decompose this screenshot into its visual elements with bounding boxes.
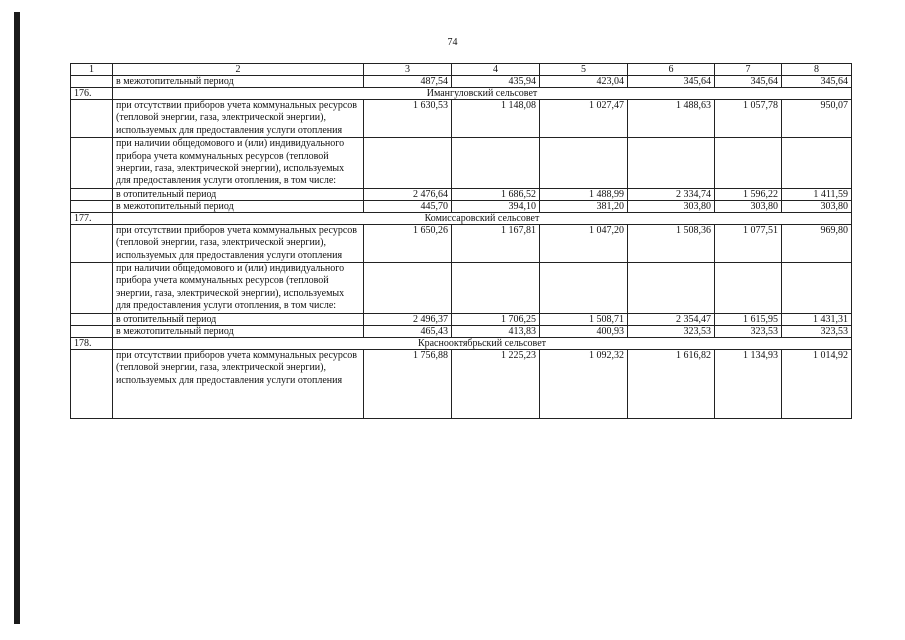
- section-row: [71, 212, 852, 224]
- section-title: Имангуловский сельсовет: [113, 88, 852, 100]
- value-cell: [628, 263, 715, 314]
- row-description: в межотопительный период: [113, 325, 364, 337]
- table-row: [71, 224, 852, 262]
- value-cell: 1 077,51: [715, 224, 782, 262]
- section-number: 178.: [71, 337, 113, 349]
- row-number-cell: [71, 100, 113, 138]
- value-cell: 381,20: [540, 200, 628, 212]
- value-cell: 2 354,47: [628, 313, 715, 325]
- table-row: [71, 263, 852, 314]
- table-row: [71, 349, 852, 418]
- value-cell: 303,80: [715, 200, 782, 212]
- table-row: [71, 313, 852, 325]
- value-cell: 1 756,88: [364, 349, 452, 418]
- row-description: при отсутствии приборов учета коммунальных ресурсов (тепловой энергии, газа, электрической энергии), используемых для предоставления услуги отопления: [113, 100, 364, 138]
- row-description: в межотопительный период: [113, 76, 364, 88]
- value-cell: [364, 263, 452, 314]
- value-cell: 1 706,25: [452, 313, 540, 325]
- value-cell: [452, 263, 540, 314]
- column-header: 6: [628, 64, 715, 76]
- scan-edge-shadow: [14, 12, 20, 624]
- value-cell: 969,80: [782, 224, 852, 262]
- value-cell: 345,64: [782, 76, 852, 88]
- section-title: Краснооктябрьский сельсовет: [113, 337, 852, 349]
- table-body: [71, 64, 852, 419]
- value-cell: 1 616,82: [628, 349, 715, 418]
- value-cell: 1 014,92: [782, 349, 852, 418]
- value-cell: 1 615,95: [715, 313, 782, 325]
- section-title: Комиссаровский сельсовет: [113, 212, 852, 224]
- value-cell: [540, 263, 628, 314]
- value-cell: 2 496,37: [364, 313, 452, 325]
- table-row: [71, 200, 852, 212]
- value-cell: 1 508,71: [540, 313, 628, 325]
- section-number: 177.: [71, 212, 113, 224]
- tariff-table: [70, 63, 852, 419]
- value-cell: 1 148,08: [452, 100, 540, 138]
- value-cell: 1 047,20: [540, 224, 628, 262]
- value-cell: 435,94: [452, 76, 540, 88]
- value-cell: 413,83: [452, 325, 540, 337]
- value-cell: [452, 138, 540, 189]
- column-header: 7: [715, 64, 782, 76]
- table-row: [71, 138, 852, 189]
- row-description: в отопительный период: [113, 188, 364, 200]
- page-number: 74: [447, 37, 458, 48]
- row-number-cell: [71, 349, 113, 418]
- value-cell: 2 476,64: [364, 188, 452, 200]
- value-cell: 394,10: [452, 200, 540, 212]
- value-cell: 1 027,47: [540, 100, 628, 138]
- row-number-cell: [71, 263, 113, 314]
- value-cell: 1 057,78: [715, 100, 782, 138]
- row-number-cell: [71, 325, 113, 337]
- value-cell: 323,53: [782, 325, 852, 337]
- row-description: при отсутствии приборов учета коммунальных ресурсов (тепловой энергии, газа, электрической энергии), используемых для предоставления услуги отопления: [113, 349, 364, 418]
- row-number-cell: [71, 313, 113, 325]
- column-header: 8: [782, 64, 852, 76]
- column-header: 5: [540, 64, 628, 76]
- value-cell: 465,43: [364, 325, 452, 337]
- section-number: 176.: [71, 88, 113, 100]
- value-cell: 950,07: [782, 100, 852, 138]
- table-row: [71, 100, 852, 138]
- value-cell: [364, 138, 452, 189]
- value-cell: 1 431,31: [782, 313, 852, 325]
- value-cell: 423,04: [540, 76, 628, 88]
- row-number-cell: [71, 188, 113, 200]
- column-header: 1: [71, 64, 113, 76]
- value-cell: 303,80: [782, 200, 852, 212]
- value-cell: 323,53: [715, 325, 782, 337]
- value-cell: 487,54: [364, 76, 452, 88]
- value-cell: 345,64: [628, 76, 715, 88]
- table-row: [71, 76, 852, 88]
- row-description: при наличии общедомового и (или) индивидуального прибора учета коммунальных ресурсов (тепловой энергии, газа, электрической энергии), используемых для предоставления услуги отопления, в том числе:: [113, 263, 364, 314]
- value-cell: 1 650,26: [364, 224, 452, 262]
- row-number-cell: [71, 224, 113, 262]
- value-cell: [628, 138, 715, 189]
- value-cell: 323,53: [628, 325, 715, 337]
- value-cell: 400,93: [540, 325, 628, 337]
- value-cell: 1 596,22: [715, 188, 782, 200]
- value-cell: 445,70: [364, 200, 452, 212]
- table-row: [71, 325, 852, 337]
- row-description: при наличии общедомового и (или) индивидуального прибора учета коммунальных ресурсов (тепловой энергии, газа, электрической энергии), используемых для предоставления услуги отопления, в том числе:: [113, 138, 364, 189]
- value-cell: 1 686,52: [452, 188, 540, 200]
- value-cell: 1 134,93: [715, 349, 782, 418]
- value-cell: 2 334,74: [628, 188, 715, 200]
- value-cell: 1 092,32: [540, 349, 628, 418]
- value-cell: 1 411,59: [782, 188, 852, 200]
- value-cell: 1 488,99: [540, 188, 628, 200]
- row-description: в отопительный период: [113, 313, 364, 325]
- value-cell: [715, 263, 782, 314]
- value-cell: 1 630,53: [364, 100, 452, 138]
- value-cell: [540, 138, 628, 189]
- column-header: 4: [452, 64, 540, 76]
- row-description: в межотопительный период: [113, 200, 364, 212]
- column-header: 3: [364, 64, 452, 76]
- section-row: [71, 337, 852, 349]
- value-cell: 1 167,81: [452, 224, 540, 262]
- value-cell: 1 488,63: [628, 100, 715, 138]
- section-row: [71, 88, 852, 100]
- column-header: 2: [113, 64, 364, 76]
- value-cell: [715, 138, 782, 189]
- table-row: [71, 188, 852, 200]
- row-description: при отсутствии приборов учета коммунальных ресурсов (тепловой энергии, газа, электрической энергии), используемых для предоставления услуги отопления: [113, 224, 364, 262]
- value-cell: 345,64: [715, 76, 782, 88]
- value-cell: 1 225,23: [452, 349, 540, 418]
- header-row: [71, 64, 852, 76]
- row-number-cell: [71, 138, 113, 189]
- value-cell: 1 508,36: [628, 224, 715, 262]
- row-number-cell: [71, 76, 113, 88]
- value-cell: [782, 138, 852, 189]
- value-cell: [782, 263, 852, 314]
- value-cell: 303,80: [628, 200, 715, 212]
- row-number-cell: [71, 200, 113, 212]
